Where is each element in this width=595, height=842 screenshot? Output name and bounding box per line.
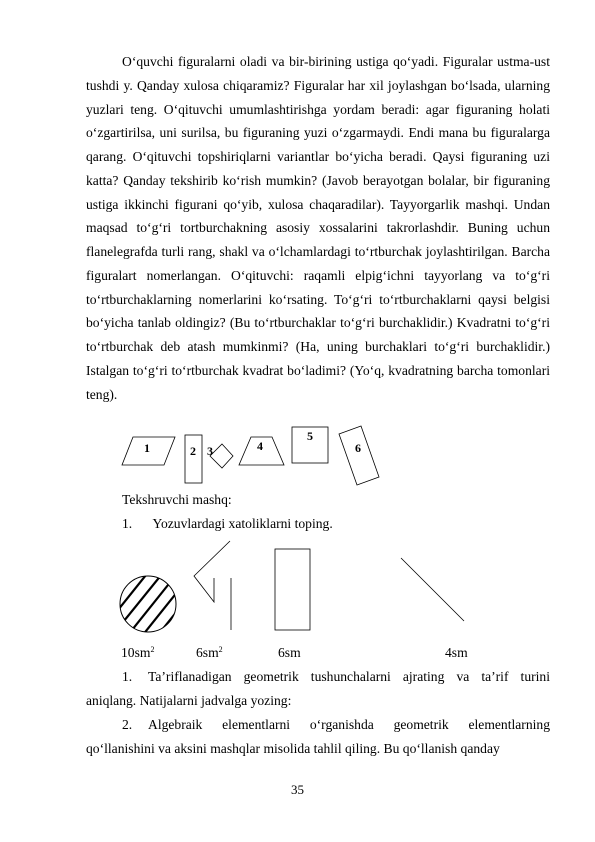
- diagonal-segment: [401, 558, 464, 621]
- figure-6-rotated-rectangle: [339, 426, 379, 485]
- item-1: [122, 514, 333, 534]
- figure-6-label: 6: [355, 441, 361, 455]
- figure-3-rhombus: [210, 444, 233, 468]
- item-3-number: 2.: [122, 717, 133, 732]
- broken-line-figure: [194, 541, 230, 602]
- figure-5-label: 5: [307, 429, 313, 443]
- figure-1-label: 1: [144, 441, 150, 455]
- figure-2-rectangle: [185, 435, 202, 483]
- item-3: [86, 713, 550, 761]
- item-3-text: Algebraik elementlarni o‘rganishda geometrik elementlarning qo‘llanishini va aksini mashqlar misolida tahlil qiling. Bu qo‘llanish qanday: [86, 717, 550, 756]
- item-2: [86, 665, 550, 713]
- item-2-text: Ta’riflanadigan geometrik tushunchalarni ajrating va ta’rif turini aniqlang. Natijalarni jadvalga yozing:: [86, 669, 550, 708]
- area-label-1: $10sm^2$: [121, 645, 155, 660]
- tall-rectangle: [275, 549, 310, 630]
- page-number: 35: [291, 782, 304, 797]
- exercise-title: Tekshruvchi mashq:: [122, 492, 232, 507]
- paragraph-main: O‘quvchi figuralarni oladi va bir-birining ustiga qo‘yadi. Figuralar ustma-ust tushdi y. Qanday xulosa chiqaramiz? Figuralar har xil joylashgan bo‘lsada, ularning yuzlari teng. O‘qituvchi umumlashtirishga yordam beradi: agar figuraning holati o‘zgartirilsa, uni surilsa, bu figuraning yuzi o‘zgarmaydi. Endi mana bu figuralarga qarang. O‘qituvchi topshiriqlarni variantlar bo‘yicha beradi. Qaysi figuraning uzi katta? Qanday tekshirib ko‘rish mumkin? (Javob berayotgan bolalar, bir figuraning ustiga ikkinchi figurani qo‘yib, xulosa chaqaradilar). Tayyorgarlik mashqi. Undan maqsad to‘g‘ri tortburchakning asosiy xossalarini takrorlashdir. Buning uchun flanelegrafda turli rang, shakl va o‘lchamlardagi to‘rtburchak joylashtirilgan. Barcha figuralart nomerlangan. O‘qituvchi: raqamli elpig‘ichni tayyorlang va to‘g‘ri to‘rtburchaklarning nomerlarini ko‘rsating. To‘g‘ri to‘rtburchaklarni qaysi belgisi bo‘yicha tanlab oldingiz? (Bu to‘rtburchaklar to‘g‘ri burchaklidir.) Kvadratni to‘g‘ri to‘rtburchak deb atash mumkinmi? (Ha, uning burchaklari to‘g‘ri burchaklidir.) Istalgan to‘g‘ri to‘rtburchak kvadrat bo‘ladimi? (Yo‘q, kvadratning barcha tomonlari teng).: [86, 54, 550, 402]
- figure-2-label: 2: [190, 444, 196, 458]
- area-label-2: $6sm^2$: [196, 645, 223, 660]
- area-label-4: 4sm: [445, 645, 468, 660]
- item-1-text: Yozuvlardagi xatoliklarni toping.: [152, 516, 333, 531]
- figure-4-label: 4: [257, 439, 263, 453]
- item-2-number: 1.: [122, 669, 133, 684]
- hatched-circle: [106, 566, 196, 652]
- item-1-number: 1.: [122, 516, 133, 531]
- area-label-3: 6sm: [278, 645, 301, 660]
- figure-3-label: 3: [207, 444, 213, 458]
